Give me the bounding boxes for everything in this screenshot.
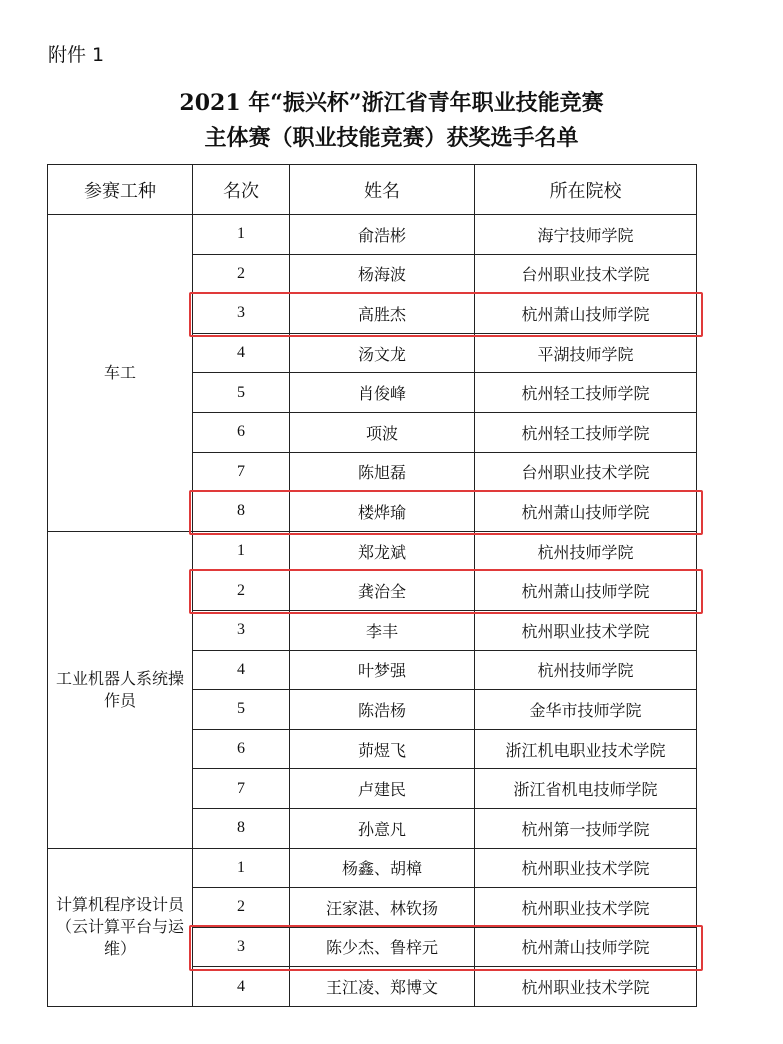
name-cell: 项波 [290, 412, 475, 452]
rank-cell: 3 [193, 294, 290, 334]
award-winners-table [47, 164, 697, 1007]
school-cell: 海宁技师学院 [475, 215, 697, 255]
document-title-line-2: 主体赛（职业技能竞赛）获奖选手名单 [204, 125, 579, 151]
rank-cell: 6 [193, 412, 290, 452]
school-cell: 杭州技师学院 [475, 531, 697, 571]
school-cell: 杭州萧山技师学院 [475, 927, 697, 967]
name-cell: 陈少杰、鲁梓元 [290, 927, 475, 967]
school-cell: 杭州职业技术学院 [475, 848, 697, 888]
name-cell: 李丰 [290, 610, 475, 650]
school-cell: 杭州职业技术学院 [475, 888, 697, 928]
name-cell: 杨海波 [290, 254, 475, 294]
table-row [48, 848, 697, 888]
rank-cell: 7 [193, 452, 290, 492]
school-cell: 杭州萧山技师学院 [475, 571, 697, 611]
name-cell: 汪家湛、林钦扬 [290, 888, 475, 928]
rank-cell: 1 [193, 848, 290, 888]
name-cell: 叶梦强 [290, 650, 475, 690]
school-cell: 杭州轻工技师学院 [475, 373, 697, 413]
name-cell: 王江凌、郑博文 [290, 967, 475, 1007]
name-cell: 卢建民 [290, 769, 475, 809]
category-cell: 计算机程序设计员（云计算平台与运维） [48, 848, 193, 1006]
category-cell: 工业机器人系统操作员 [48, 531, 193, 848]
rank-cell: 2 [193, 571, 290, 611]
name-cell: 楼烨瑜 [290, 492, 475, 532]
school-cell: 台州职业技术学院 [475, 452, 697, 492]
name-cell: 陈旭磊 [290, 452, 475, 492]
name-cell: 高胜杰 [290, 294, 475, 334]
rank-cell: 8 [193, 808, 290, 848]
table-row [48, 531, 697, 571]
name-cell: 郑龙斌 [290, 531, 475, 571]
name-cell: 孙意凡 [290, 808, 475, 848]
name-cell: 杨鑫、胡樟 [290, 848, 475, 888]
category-cell: 车工 [48, 215, 193, 532]
rank-cell: 5 [193, 690, 290, 730]
attachment-label: 附件 1 [48, 44, 105, 66]
rank-cell: 5 [193, 373, 290, 413]
column-header-name: 姓名 [290, 165, 475, 215]
table-row [48, 215, 697, 255]
name-cell: 肖俊峰 [290, 373, 475, 413]
school-cell: 杭州轻工技师学院 [475, 412, 697, 452]
school-cell: 杭州职业技术学院 [475, 610, 697, 650]
rank-cell: 3 [193, 927, 290, 967]
column-header-rank: 名次 [193, 165, 290, 215]
name-cell: 俞浩彬 [290, 215, 475, 255]
column-header-category: 参赛工种 [48, 165, 193, 215]
rank-cell: 6 [193, 729, 290, 769]
rank-cell: 1 [193, 215, 290, 255]
rank-cell: 7 [193, 769, 290, 809]
column-header-school: 所在院校 [475, 165, 697, 215]
school-cell: 杭州萧山技师学院 [475, 492, 697, 532]
rank-cell: 8 [193, 492, 290, 532]
rank-cell: 2 [193, 254, 290, 294]
rank-cell: 4 [193, 650, 290, 690]
name-cell: 陈浩杨 [290, 690, 475, 730]
school-cell: 杭州职业技术学院 [475, 967, 697, 1007]
rank-cell: 4 [193, 967, 290, 1007]
school-cell: 浙江机电职业技术学院 [475, 729, 697, 769]
school-cell: 杭州萧山技师学院 [475, 294, 697, 334]
school-cell: 金华市技师学院 [475, 690, 697, 730]
name-cell: 汤文龙 [290, 333, 475, 373]
name-cell: 龚治全 [290, 571, 475, 611]
school-cell: 杭州技师学院 [475, 650, 697, 690]
school-cell: 台州职业技术学院 [475, 254, 697, 294]
rank-cell: 3 [193, 610, 290, 650]
rank-cell: 1 [193, 531, 290, 571]
document-title-line-1: 2021 年“振兴杯”浙江省青年职业技能竞赛 [179, 90, 604, 116]
school-cell: 浙江省机电技师学院 [475, 769, 697, 809]
name-cell: 茆煜飞 [290, 729, 475, 769]
rank-cell: 4 [193, 333, 290, 373]
rank-cell: 2 [193, 888, 290, 928]
table-header-row [48, 165, 697, 215]
school-cell: 平湖技师学院 [475, 333, 697, 373]
school-cell: 杭州第一技师学院 [475, 808, 697, 848]
